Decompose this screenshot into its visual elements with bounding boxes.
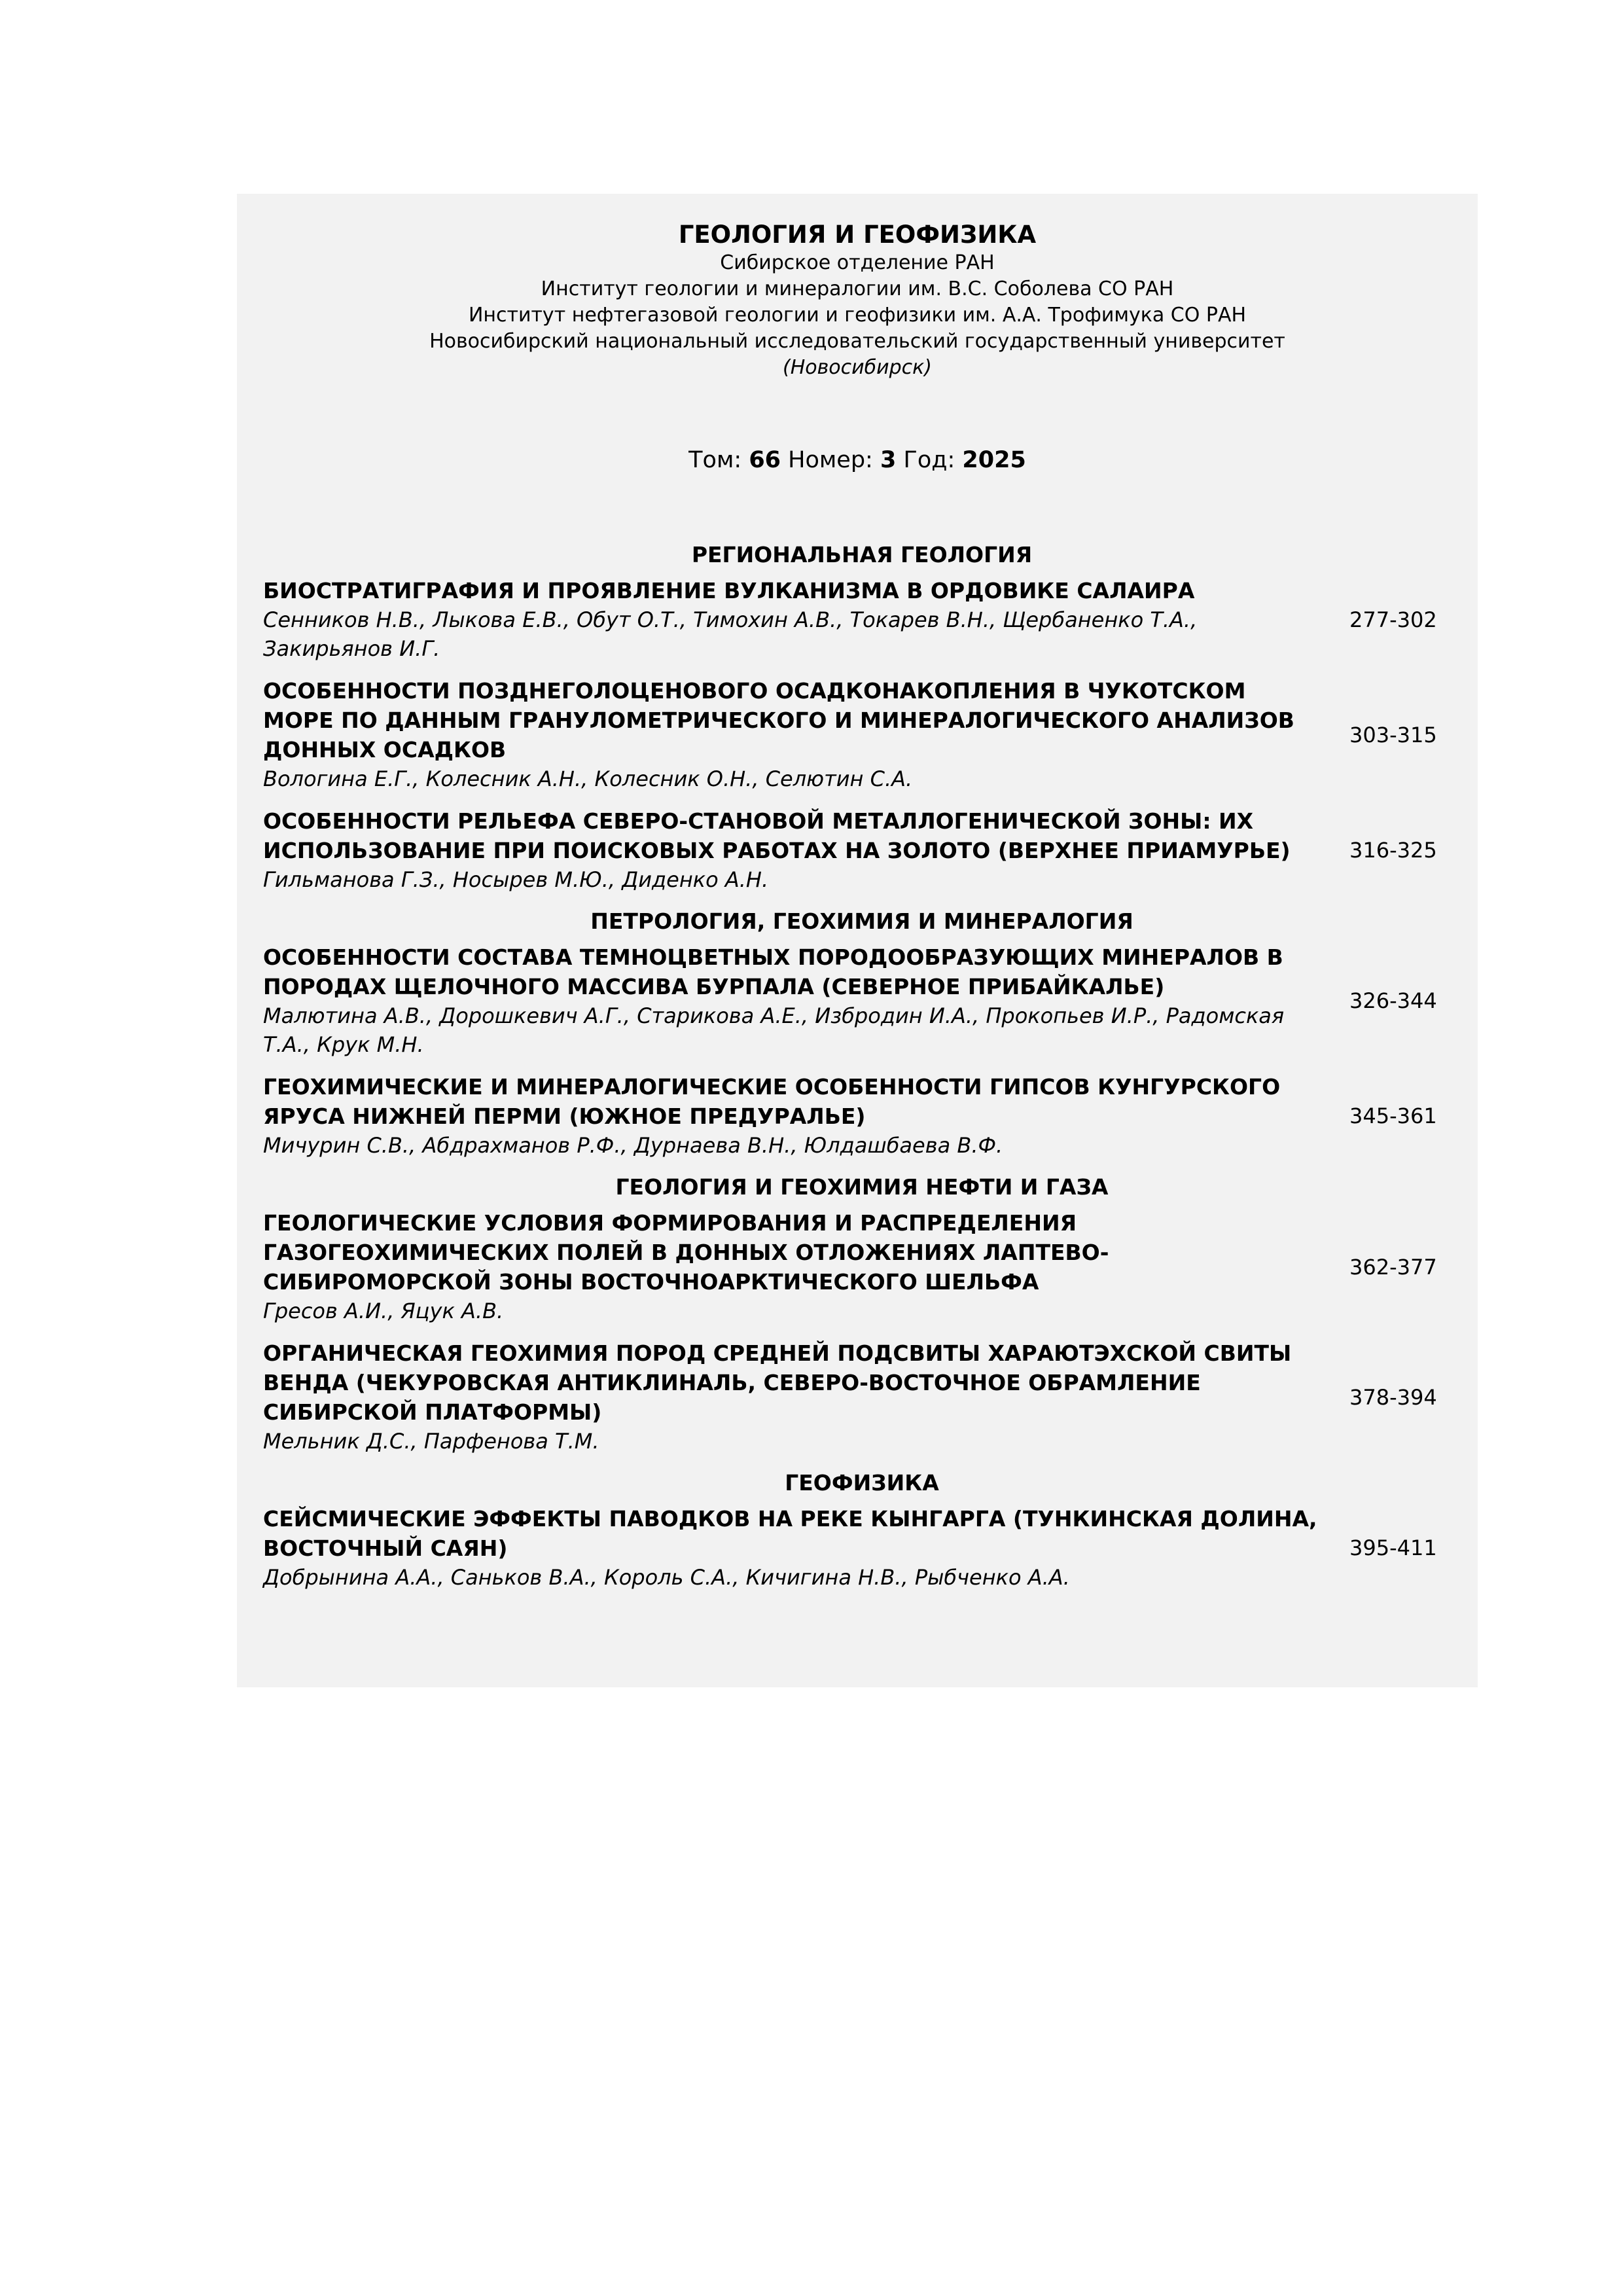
article-title[interactable]: ГЕОХИМИЧЕСКИЕ И МИНЕРАЛОГИЧЕСКИЕ ОСОБЕННОСТИ ГИПСОВ КУНГУРСКОГО ЯРУСА НИЖНЕЙ ПЕРМИ (ЮЖНОЕ ПРЕДУРАЛЬЕ) [263, 1074, 1281, 1129]
year-label: Год: [903, 447, 955, 473]
section-heading: ГЕОЛОГИЯ И ГЕОХИМИЯ НЕФТИ И ГАЗА [615, 1174, 1109, 1200]
volume-value: 66 [749, 447, 781, 473]
article-pages: 303-315 [1349, 722, 1437, 747]
section-heading: ПЕТРОЛОГИЯ, ГЕОХИМИЯ И МИНЕРАЛОГИЯ [590, 908, 1133, 934]
journal-city: (Новосибирск) [782, 356, 932, 379]
article-body [263, 1072, 1323, 1160]
article-authors: Гресов А.И., Яцук А.В. [263, 1299, 504, 1323]
article-body [263, 942, 1323, 1059]
article-body [263, 576, 1323, 663]
article-entry [263, 1072, 1461, 1160]
number-value: 3 [880, 447, 897, 473]
article-entry [263, 576, 1461, 663]
article-pages: 345-361 [1349, 1103, 1437, 1128]
article-authors: Мичурин С.В., Абдрахманов Р.Ф., Дурнаева В.Н., Юлдашбаева В.Ф. [263, 1133, 1003, 1158]
journal-title: ГЕОЛОГИЯ И ГЕОФИЗИКА [678, 221, 1037, 249]
article-pages: 395-411 [1349, 1535, 1437, 1560]
issue-info [237, 446, 1478, 475]
article-pages: 362-377 [1349, 1254, 1437, 1280]
table-of-contents-panel [237, 194, 1478, 1687]
article-pages: 326-344 [1349, 988, 1437, 1013]
article-title[interactable]: ОСОБЕННОСТИ ПОЗДНЕГОЛОЦЕНОВОГО ОСАДКОНАКОПЛЕНИЯ В ЧУКОТСКОМ МОРЕ ПО ДАННЫМ ГРАНУЛОМЕТРИЧЕСКОГО И МИНЕРАЛОГИЧЕСКОГО АНАЛИЗОВ ДОННЫХ ОСАДКОВ [263, 678, 1294, 762]
article-body [263, 806, 1323, 894]
article-pages: 378-394 [1349, 1384, 1437, 1410]
article-title[interactable]: БИОСТРАТИГРАФИЯ И ПРОЯВЛЕНИЕ ВУЛКАНИЗМА В ОРДОВИКЕ САЛАИРА [263, 578, 1195, 603]
article-entry [263, 942, 1461, 1059]
article-title[interactable]: СЕЙСМИЧЕСКИЕ ЭФФЕКТЫ ПАВОДКОВ НА РЕКЕ КЫНГАРГА (ТУНКИНСКАЯ ДОЛИНА, ВОСТОЧНЫЙ САЯН) [263, 1506, 1317, 1561]
section-heading: РЕГИОНАЛЬНАЯ ГЕОЛОГИЯ [691, 542, 1033, 567]
article-body [263, 676, 1323, 793]
article-title[interactable]: ГЕОЛОГИЧЕСКИЕ УСЛОВИЯ ФОРМИРОВАНИЯ И РАСПРЕДЕЛЕНИЯ ГАЗОГЕОХИМИЧЕСКИХ ПОЛЕЙ В ДОННЫХ ОТЛОЖЕНИЯХ ЛАПТЕВО-СИБИРОМОРСКОЙ ЗОНЫ ВОСТОЧНОАРКТИЧЕСКОГО ШЕЛЬФА [263, 1210, 1109, 1295]
section-heading: ГЕОФИЗИКА [785, 1470, 939, 1496]
article-entry [263, 1504, 1461, 1592]
volume-label: Том: [688, 447, 742, 473]
article-body [263, 1504, 1323, 1592]
article-body [263, 1208, 1323, 1325]
article-pages: 277-302 [1349, 607, 1437, 632]
article-authors: Малютина А.В., Дорошкевич А.Г., Старикова А.Е., Избродин И.А., Прокопьев И.Р., Радомская Т.А., Крук М.Н. [263, 1003, 1285, 1057]
affiliation-line: Институт геологии и минералогии им. В.С. Соболева СО РАН [541, 278, 1174, 300]
article-pages: 316-325 [1349, 838, 1437, 863]
article-entry [263, 676, 1461, 793]
article-authors: Мельник Д.С., Парфенова Т.М. [263, 1429, 599, 1454]
affiliation-line: Сибирское отделение РАН [720, 251, 995, 274]
article-body [263, 1338, 1323, 1456]
article-title[interactable]: ОРГАНИЧЕСКАЯ ГЕОХИМИЯ ПОРОД СРЕДНЕЙ ПОДСВИТЫ ХАРАЮТЭХСКОЙ СВИТЫ ВЕНДА (ЧЕКУРОВСКАЯ АНТИКЛИНАЛЬ, СЕВЕРО-ВОСТОЧНОЕ ОБРАМЛЕНИЕ СИБИРСКОЙ ПЛАТФОРМЫ) [263, 1340, 1292, 1425]
number-label: Номер: [788, 447, 873, 473]
article-authors: Добрынина А.А., Саньков В.А., Король С.А., Кичигина Н.В., Рыбченко А.А. [263, 1565, 1070, 1590]
year-value: 2025 [962, 447, 1026, 473]
article-title[interactable]: ОСОБЕННОСТИ РЕЛЬЕФА СЕВЕРО-СТАНОВОЙ МЕТАЛЛОГЕНИЧЕСКОЙ ЗОНЫ: ИХ ИСПОЛЬЗОВАНИЕ ПРИ ПОИСКОВЫХ РАБОТАХ НА ЗОЛОТО (ВЕРХНЕЕ ПРИАМУРЬЕ) [263, 808, 1291, 863]
journal-header [237, 220, 1478, 381]
article-entry [263, 1208, 1461, 1325]
affiliation-line: Институт нефтегазовой геологии и геофизики им. А.А. Трофимука СО РАН [468, 304, 1247, 327]
contents-list [263, 541, 1461, 1605]
affiliation-line: Новосибирский национальный исследовательский государственный университет [429, 330, 1285, 353]
article-authors: Вологина Е.Г., Колесник А.Н., Колесник О.Н., Селютин С.А. [263, 766, 913, 791]
article-authors: Сенников Н.В., Лыкова Е.В., Обут О.Т., Тимохин А.В., Токарев В.Н., Щербаненко Т.А., Закирьянов И.Г. [263, 607, 1198, 661]
article-entry [263, 806, 1461, 894]
article-title[interactable]: ОСОБЕННОСТИ СОСТАВА ТЕМНОЦВЕТНЫХ ПОРОДООБРАЗУЮЩИХ МИНЕРАЛОВ В ПОРОДАХ ЩЕЛОЧНОГО МАССИВА БУРПАЛА (СЕВЕРНОЕ ПРИБАЙКАЛЬЕ) [263, 944, 1283, 999]
article-entry [263, 1338, 1461, 1456]
article-authors: Гильманова Г.З., Носырев М.Ю., Диденко А.Н. [263, 867, 769, 892]
